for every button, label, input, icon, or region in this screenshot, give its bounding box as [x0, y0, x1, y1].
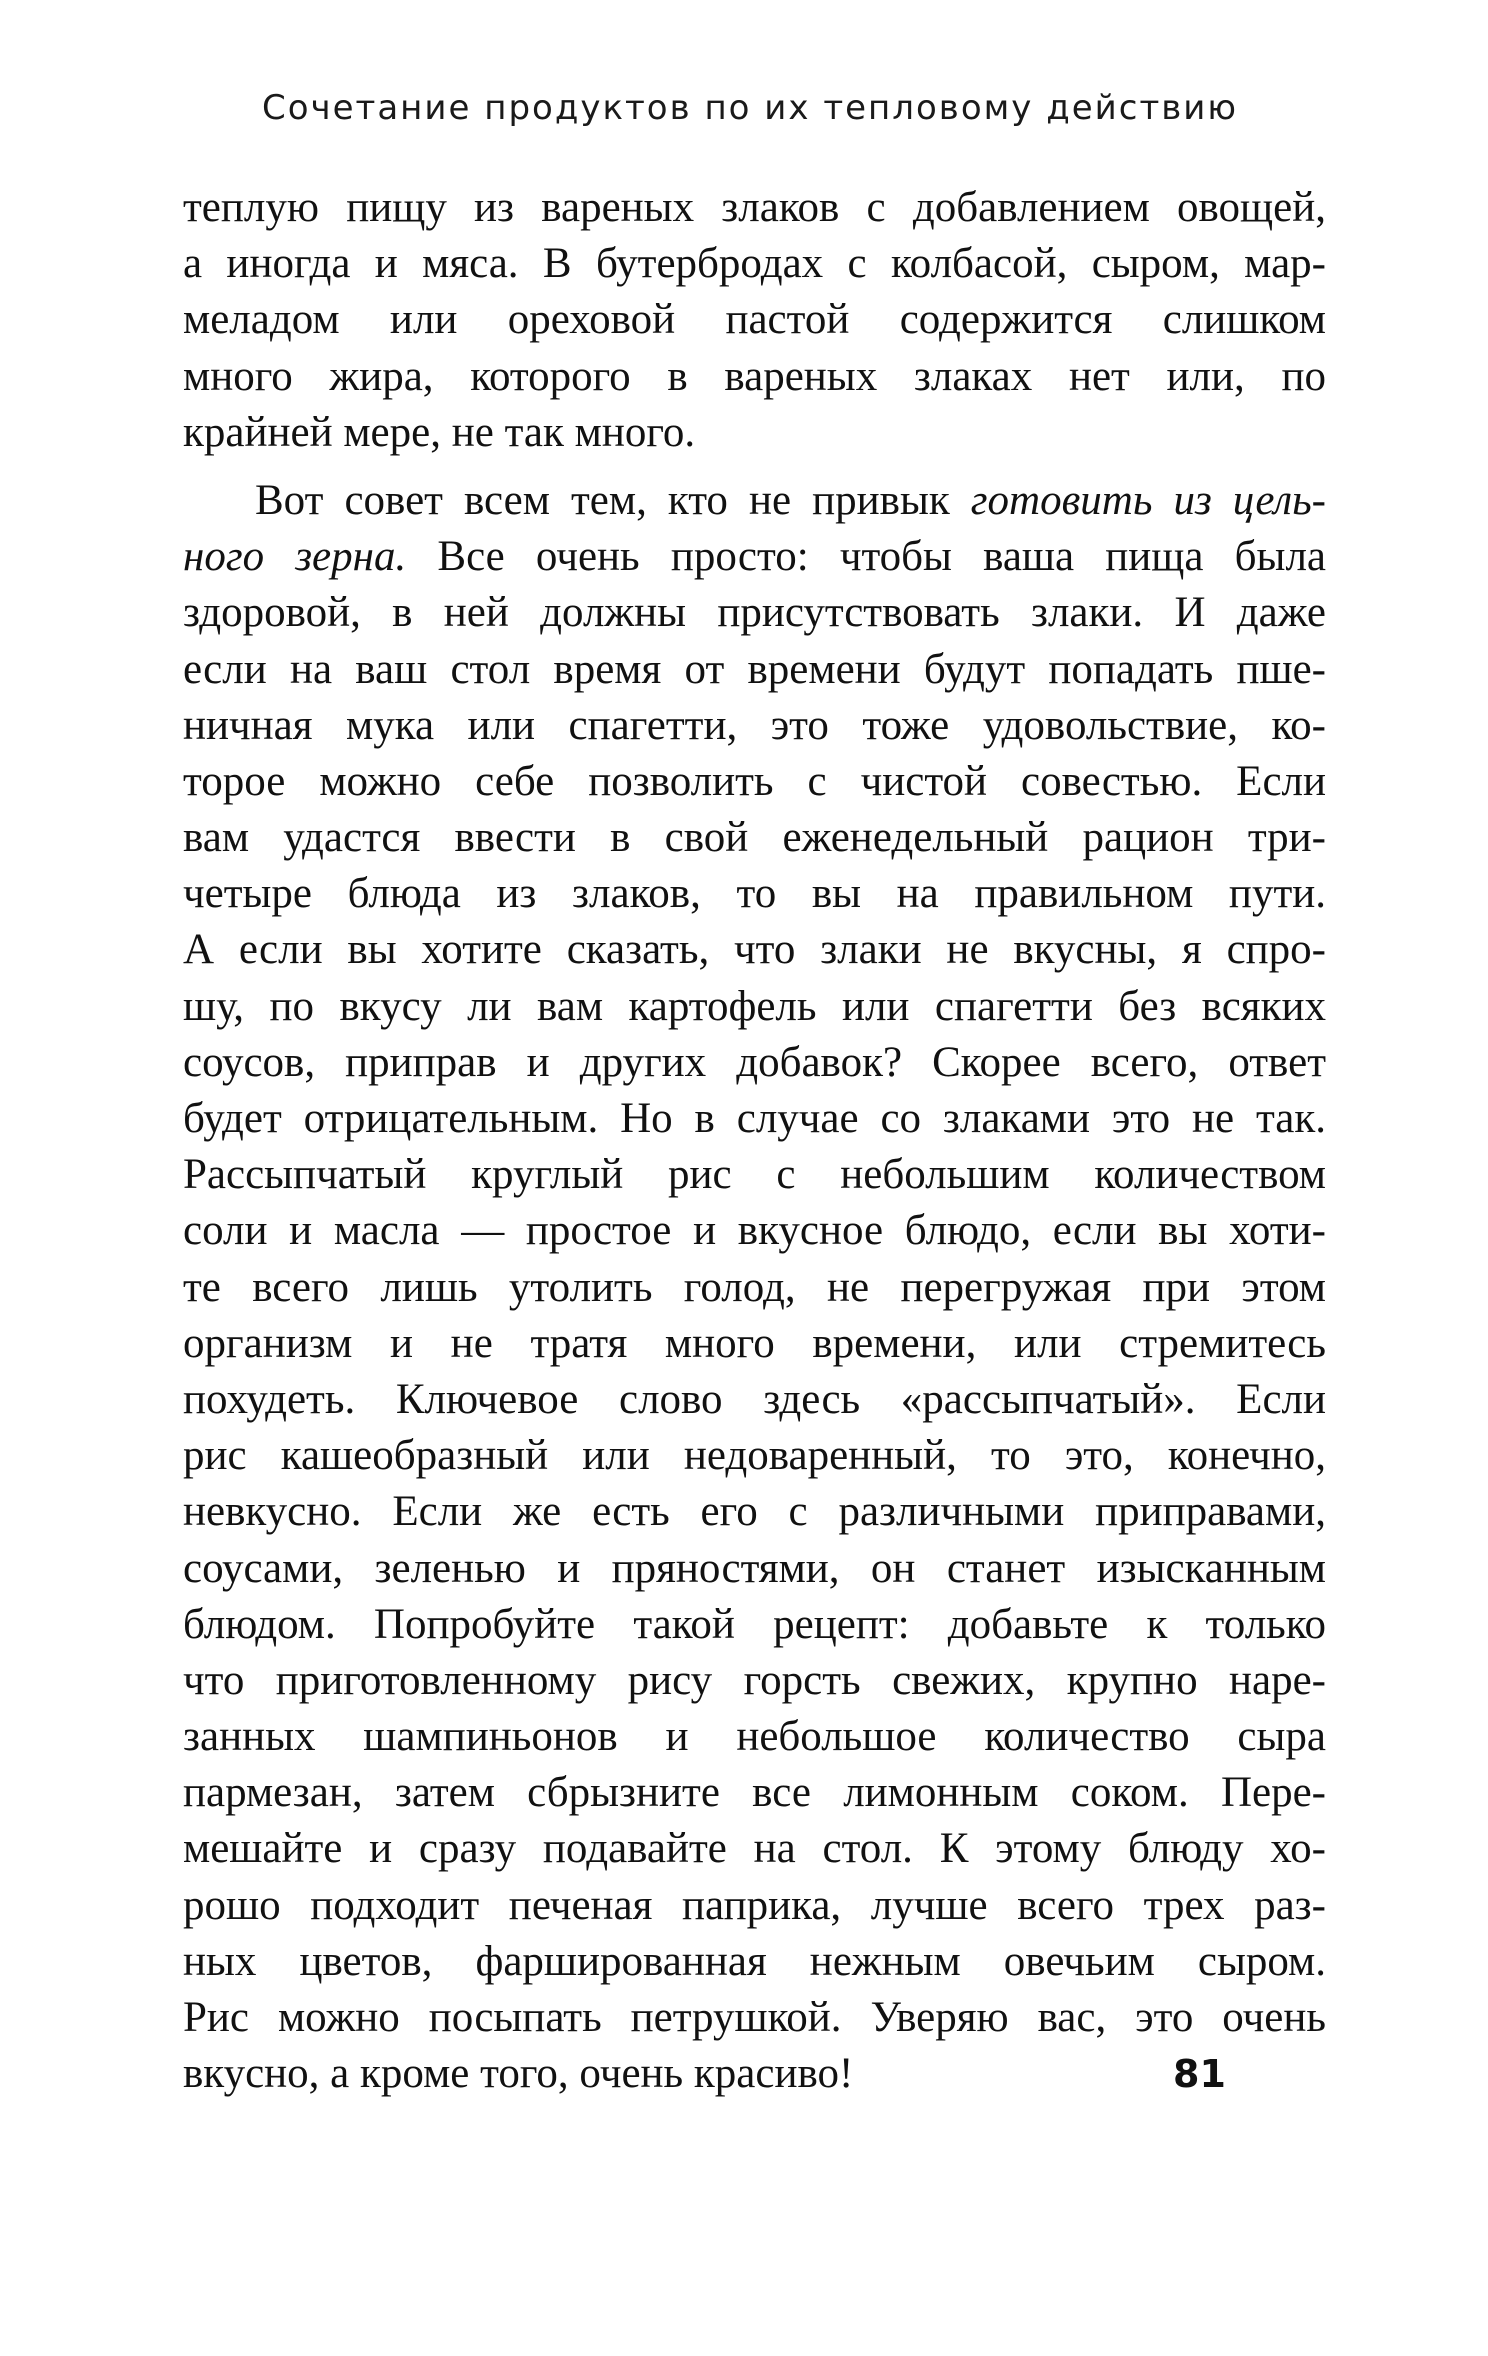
text-line: что приготовленному рису горсть свежих, крупно наре-: [183, 1656, 1326, 1704]
text-line: если на ваш стол время от времени будут попадать пше-: [183, 645, 1326, 693]
text-line: будет отрицательным. Но в случае со злаками это не так.: [183, 1095, 1326, 1142]
text-line: ничная мука или спагетти, это тоже удовольствие, ко-: [183, 701, 1326, 749]
text-line: невкусно. Если же есть его с различными приправами,: [183, 1488, 1326, 1536]
text-line: блюдом. Попробуйте такой рецепт: добавьте к только: [183, 1600, 1326, 1648]
text-line: четыре блюда из злаков, то вы на правильном пути.: [183, 870, 1326, 918]
text-line: здоровой, в ней должны присутствовать злаки. И даже: [183, 589, 1326, 637]
text-line: много жира, которого в вареных злаках нет или, по: [183, 352, 1326, 400]
text-line: Рассыпчатый круглый рис с небольшим количеством: [183, 1151, 1326, 1199]
text-line: А если вы хотите сказать, что злаки не вкусны, я спро-: [183, 926, 1326, 974]
text-run: Все очень просто: чтобы ваша пища была: [406, 533, 1326, 581]
italic-emphasis: ного зерна.: [183, 533, 407, 581]
text-line: мешайте и сразу подавайте на стол. К этому блюду хо-: [183, 1825, 1326, 1873]
text-line: вам удастся ввести в свой еженедельный рацион три-: [183, 814, 1326, 862]
text-line: теплую пищу из вареных злаков с добавлением овощей,: [183, 184, 1326, 231]
italic-emphasis: готовить из цель-: [970, 476, 1326, 524]
text-line: организм и не тратя много времени, или стремитесь: [183, 1319, 1326, 1367]
text-line: а иногда и мяса. В бутербродах с колбасой, сыром, мар-: [183, 240, 1326, 288]
text-line: Рис можно посыпать петрушкой. Уверяю вас, это очень: [183, 1994, 1326, 2041]
page-number: 81: [1173, 2052, 1226, 2096]
text-line: похудеть. Ключевое слово здесь «рассыпчатый». Если: [183, 1375, 1326, 1423]
text-run: Вот совет всем тем, кто не привык: [255, 476, 971, 524]
text-line: вкусно, а кроме того, очень красиво!: [183, 2050, 854, 2098]
text-line: те всего лишь утолить голод, не перегружая при этом: [183, 1263, 1326, 1311]
body-text: [183, 180, 1326, 2102]
text-line: шу, по вкусу ли вам картофель или спагетти без всяких: [183, 982, 1326, 1030]
text-line: пармезан, затем сбрызните все лимонным соком. Пере-: [183, 1769, 1326, 1817]
text-line: соусами, зеленью и пряностями, он станет изысканным: [183, 1544, 1326, 1592]
running-header: Сочетание продуктов по их тепловому действию: [261, 88, 1239, 128]
text-line: соусов, приправ и других добавок? Скорее всего, ответ: [183, 1038, 1326, 1086]
text-line: [183, 529, 1326, 585]
text-line: торое можно себе позволить с чистой совестью. Если: [183, 757, 1326, 805]
text-line: рис кашеобразный или недоваренный, то это, конечно,: [183, 1432, 1326, 1480]
text-line: соли и масла — простое и вкусное блюдо, если вы хоти-: [183, 1207, 1326, 1255]
text-line: [183, 473, 1326, 529]
text-line: занных шампиньонов и небольшое количество сыра: [183, 1713, 1326, 1761]
paragraph-1: [183, 180, 1326, 461]
text-line: ных цветов, фаршированная нежным овечьим сыром.: [183, 1937, 1326, 1985]
paragraph-gap: [183, 461, 1326, 473]
text-line: меладом или ореховой пастой содержится слишком: [183, 296, 1326, 344]
paragraph-2: [183, 473, 1326, 2102]
text-line: рошо подходит печеная паприка, лучше всего трех раз-: [183, 1881, 1326, 1929]
text-line: крайней мере, не так много.: [183, 408, 696, 456]
